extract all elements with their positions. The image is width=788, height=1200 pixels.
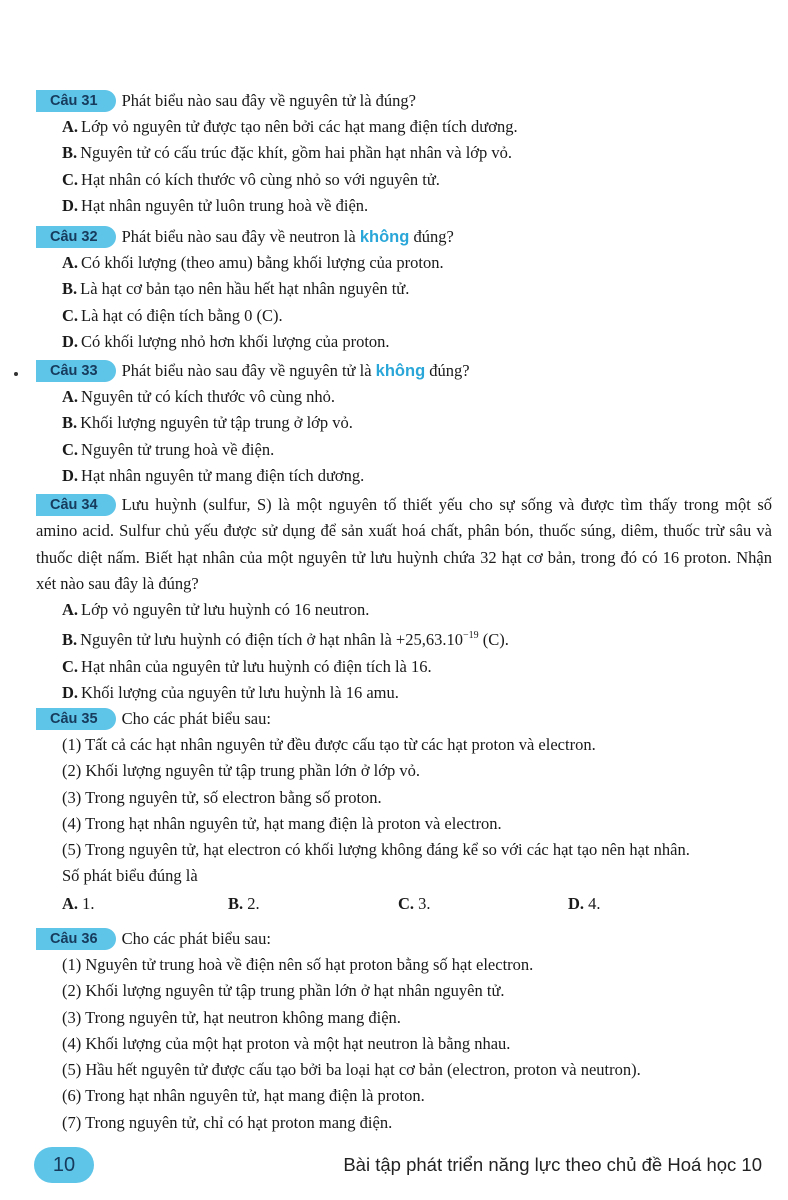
option-a: A. Lớp vỏ nguyên tử được tạo nên bởi các hạt mang điện tích dương. <box>62 117 518 136</box>
question-stem: Câu 32 Phát biểu nào sau đây về neutron là không đúng? <box>36 224 776 250</box>
question-stem <box>36 88 776 114</box>
answer-choices <box>36 890 776 918</box>
option-d: D. Hạt nhân nguyên tử mang điện tích dương. <box>62 465 365 485</box>
statement: (2) Khối lượng nguyên tử tập trung phần lớn ở hạt nhân nguyên tử. <box>62 981 505 1001</box>
choice-c: C. 3. <box>398 893 431 913</box>
statement: (1) Nguyên tử trung hoà về điện nên số hạt proton bằng số hạt electron. <box>62 955 534 974</box>
choice-d: D. 4. <box>568 893 601 913</box>
question-stem: Câu 35 Cho các phát biểu sau: <box>36 706 776 732</box>
page-number: 10 <box>34 1147 94 1183</box>
option-c: C. Là hạt có điện tích bằng 0 (C). <box>62 305 283 325</box>
stem-text: Phát biểu nào sau đây về nguyên tử là đúng? <box>121 91 416 110</box>
book-title: Bài tập phát triển năng lực theo chủ đề Hoá học 10 <box>343 1154 762 1175</box>
option-a: A. Nguyên tử có kích thước vô cùng nhỏ. <box>62 387 335 406</box>
statement: (4) Khối lượng của một hạt proton và một hạt neutron là bằng nhau. <box>62 1033 511 1053</box>
question-35 <box>36 706 776 918</box>
statement: (1) Tất cả các hạt nhân nguyên tử đều được cấu tạo từ các hạt proton và electron. <box>62 735 596 754</box>
statement: (7) Trong nguyên tử, chỉ có hạt proton mang điện. <box>62 1112 393 1132</box>
statement: (2) Khối lượng nguyên tử tập trung phần lớn ở lớp vỏ. <box>62 761 420 781</box>
statement: (5) Hầu hết nguyên tử được cấu tạo bởi ba loại hạt cơ bản (electron, proton và neutron). <box>62 1060 641 1080</box>
option-a: A. Có khối lượng (theo amu) bằng khối lượng của proton. <box>62 253 444 272</box>
stem-text: Lưu huỳnh (sulfur, S) là một nguyên tố thiết yếu cho sự sống và được tìm thấy trong một số amino acid. Sulfur chủ yếu được sử dụng để sản xuất hoá chất, phân bón, thuốc súng, diêm, thuốc trừ sâu và thuốc diệt nấm. Biết hạt nhân của một nguyên tử lưu huỳnh chứa 32 hạt cơ bản, trong đó có 16 proton. Nhận xét nào sau đây là đúng? <box>36 495 772 593</box>
emphasis-khong: không <box>359 228 410 246</box>
choice-a: A. 1. <box>62 893 95 913</box>
question-32 <box>36 224 776 355</box>
question-badge: Câu 33 <box>36 360 116 382</box>
question-stem: Câu 33 Phát biểu nào sau đây về nguyên tử là không đúng? <box>36 358 776 384</box>
option-d: D. Khối lượng của nguyên tử lưu huỳnh là 16 amu. <box>62 683 399 703</box>
scan-dot <box>14 372 18 376</box>
answer-prompt: Số phát biểu đúng là <box>62 866 198 886</box>
exponent: −19 <box>462 630 479 642</box>
question-stem: Câu 36 Cho các phát biểu sau: <box>36 926 776 952</box>
statement: (4) Trong hạt nhân nguyên tử, hạt mang điện là proton và electron. <box>62 813 502 833</box>
option-c: C. Hạt nhân có kích thước vô cùng nhỏ so với nguyên tử. <box>62 169 440 189</box>
option-b: B. Khối lượng nguyên tử tập trung ở lớp vỏ. <box>62 413 353 433</box>
question-badge: Câu 35 <box>36 708 116 730</box>
option-b: B. Nguyên tử có cấu trúc đặc khít, gồm hai phần hạt nhân và lớp vỏ. <box>62 143 513 163</box>
question-badge: Câu 32 <box>36 226 116 248</box>
option-c: C. Hạt nhân của nguyên tử lưu huỳnh có điện tích là 16. <box>62 656 432 676</box>
question-stem <box>36 492 776 597</box>
statement: (6) Trong hạt nhân nguyên tử, hạt mang điện là proton. <box>62 1086 425 1106</box>
option-c: C. Nguyên tử trung hoà về điện. <box>62 439 275 459</box>
choice-b: B. 2. <box>228 893 260 913</box>
question-31 <box>36 88 776 219</box>
question-36 <box>36 926 776 1136</box>
question-33 <box>36 358 776 489</box>
option-b: B. Là hạt cơ bản tạo nên hầu hết hạt nhân nguyên tử. <box>62 279 410 299</box>
option-b: B. Nguyên tử lưu huỳnh có điện tích ở hạt nhân là $+25,63.10^{-19}$ (C). <box>62 630 509 650</box>
option-d: D. Hạt nhân nguyên tử luôn trung hoà về điện. <box>62 195 369 215</box>
emphasis-khong: không <box>375 362 426 380</box>
question-badge: Câu 36 <box>36 928 116 950</box>
question-34 <box>36 492 776 706</box>
statement: (5) Trong nguyên tử, hạt electron có khối lượng không đáng kể so với các hạt tạo nên hạt nhân. <box>62 840 690 860</box>
question-badge: Câu 31 <box>36 90 116 112</box>
option-a: A. Lớp vỏ nguyên tử lưu huỳnh có 16 neutron. <box>62 600 370 620</box>
question-badge: Câu 34 <box>36 494 116 516</box>
option-d: D. Có khối lượng nhỏ hơn khối lượng của proton. <box>62 331 390 351</box>
statement: (3) Trong nguyên tử, số electron bằng số proton. <box>62 787 382 807</box>
statement: (3) Trong nguyên tử, hạt neutron không mang điện. <box>62 1007 401 1027</box>
